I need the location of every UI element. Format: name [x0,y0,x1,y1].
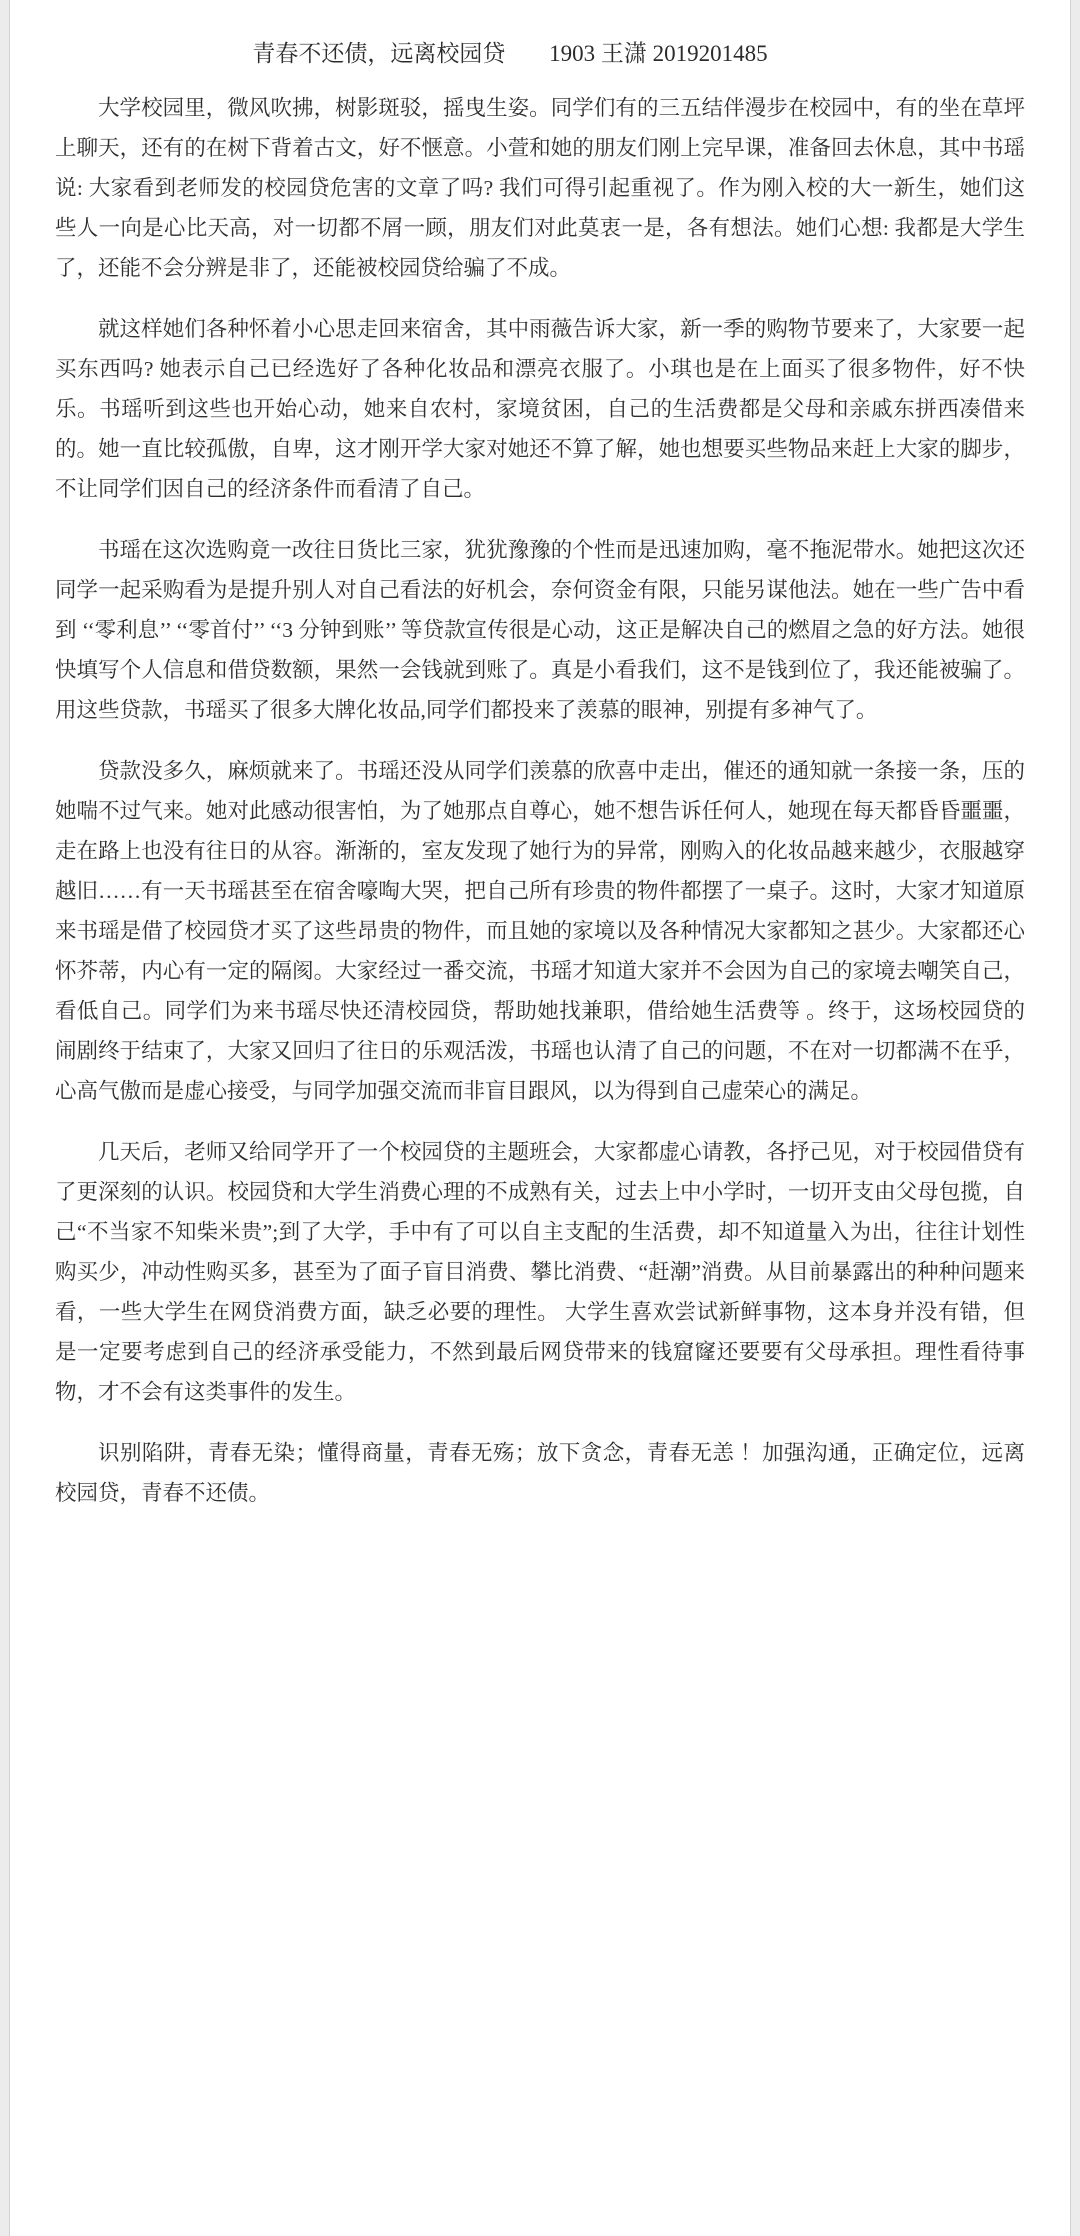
document-header [55,38,965,70]
author-info: 1903 王潇 2019201485 [549,41,768,66]
document-content [55,38,1025,1534]
essay-paragraph-3: 书瑶在这次选购竟一改往日货比三家，犹犹豫豫的个性而是迅速加购，毫不拖泥带水。她把这次还同学一起采购看为是提升别人对自己看法的好机会，奈何资金有限，只能另谋他法。她在一些广告中看到 ‘‘零利息’’ ‘‘零首付’’ ‘‘3 分钟到账’’ 等贷款宣传很是心动，这正是解决自己的燃眉之急的好方法。她很快填写个人信息和借贷数额，果然一会钱就到账了。真是小看我们，这不是钱到位了，我还能被骗了。用这些贷款，书瑶买了很多大牌化妆品,同学们都投来了羡慕的眼神，别提有多神气了。 [55,538,1025,722]
page-left-gutter [0,0,10,2236]
essay-paragraph-6: 识别陷阱，青春无染；懂得商量，青春无殇；放下贪念，青春无恙 ！加强沟通，正确定位，远离校园贷，青春不还债。 [55,1441,1025,1505]
page-title: 青春不还债，远离校园贷 [252,41,506,66]
essay-paragraph-4: 贷款没多久，麻烦就来了。书瑶还没从同学们羡慕的欣喜中走出，催还的通知就一条接一条，压的她喘不过气来。她对此感动很害怕，为了她那点自尊心，她不想告诉任何人，她现在每天都昏昏噩噩，走在路上也没有往日的从容。渐渐的，室友发现了她行为的异常，刚购入的化妆品越来越少，衣服越穿越旧……有一天书瑶甚至在宿舍嚎啕大哭，把自己所有珍贵的物件都摆了一桌子。这时，大家才知道原来书瑶是借了校园贷才买了这些昂贵的物件，而且她的家境以及各种情况大家都知之甚少。大家都还心怀芥蒂，内心有一定的隔阂。大家经过一番交流，书瑶才知道大家并不会因为自己的家境去嘲笑自己，看低自己。同学们为来书瑶尽快还清校园贷，帮助她找兼职，借给她生活费等 。终于，这场校园贷的闹剧终于结束了，大家又回归了往日的乐观活泼，书瑶也认清了自己的问题，不在对一切都满不在乎，心高气傲而是虚心接受，与同学加强交流而非盲目跟风，以为得到自己虚荣心的满足。 [55,759,1025,1103]
essay-body [55,88,1025,1513]
essay-paragraph-5: 几天后，老师又给同学开了一个校园贷的主题班会，大家都虚心请教，各抒己见，对于校园借贷有了更深刻的认识。校园贷和大学生消费心理的不成熟有关，过去上中小学时，一切开支由父母包揽，自己“不当家不知柴米贵”;到了大学，手中有了可以自主支配的生活费，却不知道量入为出，往往计划性购买少，冲动性购买多，甚至为了面子盲目消费、攀比消费、“赶潮”消费。从目前暴露出的种种问题来看，一些大学生在网贷消费方面，缺乏必要的理性。 大学生喜欢尝试新鲜事物，这本身并没有错，但是一定要考虑到自己的经济承受能力，不然到最后网贷带来的钱窟窿还要要有父母承担。理性看待事物，才不会有这类事件的发生。 [55,1140,1025,1404]
essay-paragraph-1: 大学校园里，微风吹拂，树影斑驳，摇曳生姿。同学们有的三五结伴漫步在校园中，有的坐在草坪上聊天，还有的在树下背着古文，好不惬意。小萱和她的朋友们刚上完早课，准备回去休息，其中书瑶说: 大家看到老师发的校园贷危害的文章了吗? 我们可得引起重视了。作为刚入校的大一新生，她们这些人一向是心比天高，对一切都不屑一顾，朋友们对此莫衷一是，各有想法。她们心想: 我都是大学生了，还能不会分辨是非了，还能被校园贷给骗了不成。 [55,96,1025,280]
page-right-gutter [1070,0,1080,2236]
essay-paragraph-2: 就这样她们各种怀着小心思走回来宿舍，其中雨薇告诉大家，新一季的购物节要来了，大家要一起买东西吗? 她表示自己已经选好了各种化妆品和漂亮衣服了。小琪也是在上面买了很多物件，好不快乐。书瑶听到这些也开始心动，她来自农村，家境贫困，自己的生活费都是父母和亲戚东拼西凑借来的。她一直比较孤傲，自卑，这才刚开学大家对她还不算了解，她也想要买些物品来赶上大家的脚步，不让同学们因自己的经济条件而看清了自己。 [55,317,1025,501]
